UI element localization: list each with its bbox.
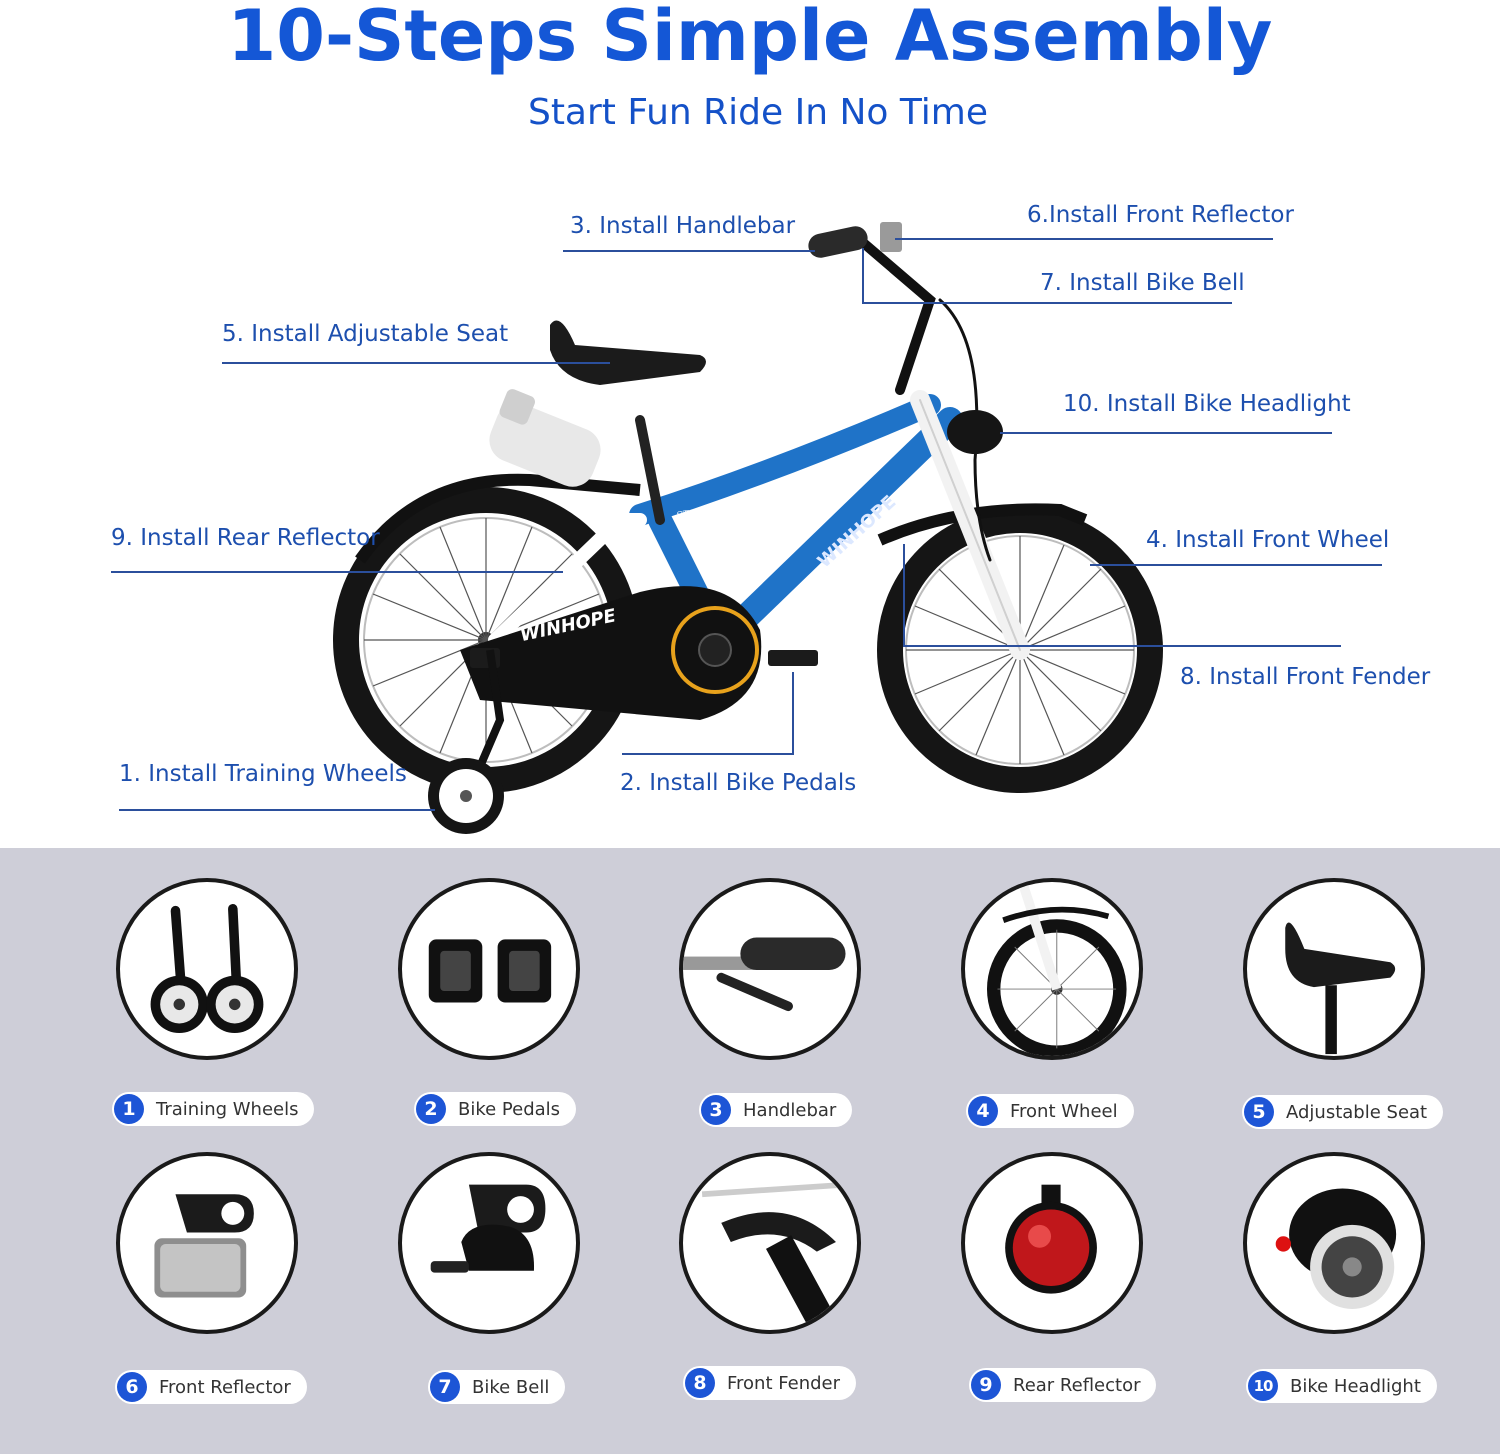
step-number-badge: 7 — [430, 1372, 460, 1402]
frame-model: STARLIGHT — [675, 503, 733, 522]
part-name: Front Wheel — [1010, 1100, 1118, 1122]
part-name: Front Reflector — [159, 1376, 291, 1398]
chain-guard-brand: WINHOPE — [518, 605, 618, 647]
part-label-4 — [966, 1094, 1134, 1128]
callout-front-fender: 8. Install Front Fender — [1180, 664, 1431, 690]
callout-rule — [563, 250, 815, 252]
callout-adjustable-seat: 5. Install Adjustable Seat — [222, 321, 509, 347]
bell-icon — [398, 1152, 580, 1334]
callout-rule — [862, 248, 864, 304]
part-label-8 — [683, 1366, 856, 1400]
part-label-2 — [414, 1092, 576, 1126]
part-label-5 — [1242, 1095, 1443, 1129]
part-label-7 — [428, 1370, 565, 1404]
callout-rule — [895, 238, 1273, 240]
part-label-1 — [112, 1092, 314, 1126]
parts-panel — [0, 848, 1500, 1454]
rear-reflector-icon — [961, 1152, 1143, 1334]
callout-front-wheel: 4. Install Front Wheel — [1146, 527, 1390, 553]
step-number-badge: 8 — [685, 1368, 715, 1398]
part-label-10 — [1246, 1369, 1437, 1403]
callout-training-wheels: 1. Install Training Wheels — [119, 761, 407, 787]
seat-graphic — [550, 321, 706, 386]
step-number-badge: 5 — [1244, 1097, 1274, 1127]
step-number-badge: 4 — [968, 1096, 998, 1126]
part-name: Bike Bell — [472, 1376, 550, 1398]
callout-rule — [222, 362, 610, 364]
part-name: Handlebar — [743, 1099, 837, 1121]
front-wheel-icon — [961, 878, 1143, 1060]
part-name: Adjustable Seat — [1286, 1101, 1428, 1123]
part-name: Bike Headlight — [1290, 1375, 1421, 1397]
step-number-badge: 1 — [114, 1094, 144, 1124]
callout-rule — [903, 544, 905, 647]
step-number-badge: 9 — [971, 1370, 1001, 1400]
part-label-3 — [699, 1093, 852, 1127]
bike-illustration — [330, 205, 1180, 835]
headlight-graphic — [947, 410, 1003, 454]
part-label-6 — [115, 1370, 307, 1404]
step-number-badge: 2 — [416, 1094, 446, 1124]
callout-rule — [1090, 564, 1382, 566]
part-name: Training Wheels — [156, 1098, 299, 1120]
page-title: 10-Steps Simple Assembly — [227, 0, 1273, 77]
callout-rule — [1000, 432, 1332, 434]
callout-pedals: 2. Install Bike Pedals — [620, 770, 857, 796]
callout-front-reflector: 6.Install Front Reflector — [1027, 202, 1294, 228]
callout-bike-bell: 7. Install Bike Bell — [1040, 270, 1245, 296]
page-subtitle: Start Fun Ride In No Time — [527, 92, 989, 133]
fender-icon — [679, 1152, 861, 1334]
headlight-icon — [1243, 1152, 1425, 1334]
part-name: Bike Pedals — [458, 1098, 561, 1120]
callout-rule — [111, 571, 563, 573]
callout-rule — [119, 809, 435, 811]
callout-headlight: 10. Install Bike Headlight — [1063, 391, 1351, 417]
callout-rear-reflector: 9. Install Rear Reflector — [111, 525, 380, 551]
part-label-9 — [969, 1368, 1156, 1402]
frame-brand: WINHOPE — [813, 491, 901, 573]
part-name: Rear Reflector — [1013, 1374, 1141, 1396]
step-number-badge: 3 — [701, 1095, 731, 1125]
callout-rule — [903, 645, 1341, 647]
part-name: Front Fender — [727, 1372, 841, 1394]
reflector-icon — [116, 1152, 298, 1334]
pedals-icon — [398, 878, 580, 1060]
step-number-badge: 10 — [1248, 1371, 1278, 1401]
callout-handlebar: 3. Install Handlebar — [570, 213, 796, 239]
handlebar-icon — [679, 878, 861, 1060]
training-wheel-graphic — [428, 650, 504, 834]
training-wheels-icon — [116, 878, 298, 1060]
seat-icon — [1243, 878, 1425, 1060]
callout-rule — [622, 753, 794, 755]
step-number-badge: 6 — [117, 1372, 147, 1402]
callout-rule — [862, 302, 1232, 304]
callout-rule — [792, 672, 794, 755]
